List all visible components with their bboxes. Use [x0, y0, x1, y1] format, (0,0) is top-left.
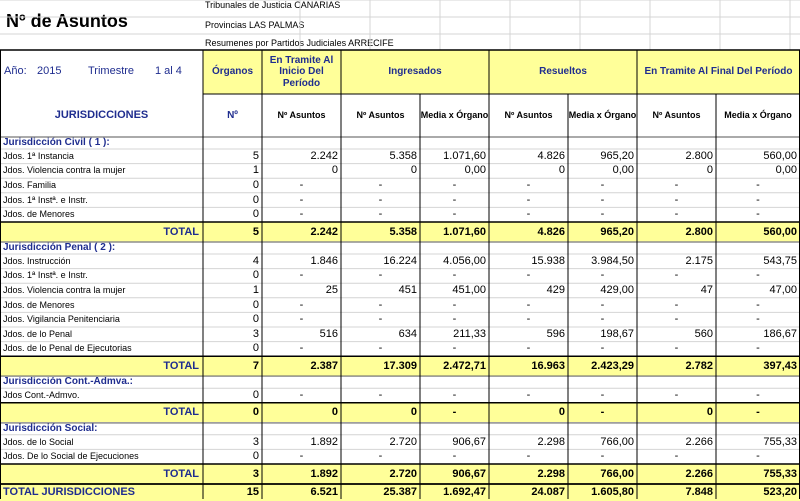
data-cell: 0 [252, 208, 259, 221]
page-title: Nº de Asuntos [6, 12, 128, 31]
data-cell: - [299, 208, 304, 221]
data-cell: - [526, 313, 531, 326]
data-cell: 543,75 [763, 254, 797, 267]
total-cell: 2.472,71 [443, 359, 486, 372]
data-cell: 16.224 [383, 254, 417, 267]
data-cell: - [600, 298, 605, 311]
total-cell: - [600, 406, 605, 419]
header-resueltos-media: Media x Órgano [568, 110, 637, 121]
data-cell: - [674, 178, 679, 191]
total-cell: 2.782 [685, 359, 713, 372]
total-cell: 7.848 [685, 486, 713, 498]
row-label: Jdos. Violencia contra la mujer [3, 165, 126, 176]
data-cell: - [526, 388, 531, 401]
data-cell: - [674, 298, 679, 311]
data-cell: - [756, 298, 760, 311]
data-cell: - [526, 298, 531, 311]
data-cell: - [674, 388, 679, 401]
grand-total-label: TOTAL JURISDICCIONES [3, 486, 136, 498]
data-cell: - [756, 388, 760, 401]
data-cell: 560 [694, 327, 713, 340]
data-cell: 634 [398, 327, 417, 340]
data-cell: 0,00 [612, 164, 634, 177]
data-cell: - [452, 193, 457, 206]
data-cell: 0 [331, 164, 338, 177]
data-cell: - [299, 450, 304, 463]
data-cell: 0 [252, 450, 259, 463]
header-resueltos-asuntos: Nº Asuntos [504, 110, 553, 121]
data-cell: 2.242 [310, 149, 338, 162]
data-cell: 2.298 [537, 435, 565, 448]
data-cell: - [452, 342, 457, 355]
total-label: TOTAL [163, 225, 199, 238]
data-cell: - [600, 342, 605, 355]
header-tramite-inicio-asuntos: Nº Asuntos [277, 110, 326, 121]
total-cell: 1.692,47 [443, 486, 486, 498]
section-heading: Jurisdicción Cont.-Admva.: [3, 376, 134, 388]
data-cell: - [600, 313, 605, 326]
row-label: Jdos. Familia [3, 179, 57, 190]
data-cell: 0 [252, 388, 259, 401]
data-cell: 1.071,60 [443, 149, 486, 162]
data-cell: 3 [252, 435, 259, 448]
header-tramite-inicio: En Tramite Al Inicio Del Período [262, 50, 341, 94]
data-cell: 965,20 [600, 149, 634, 162]
data-cell: 47,00 [769, 283, 797, 296]
data-cell: 906,67 [452, 435, 486, 448]
total-cell: 0 [331, 406, 338, 419]
total-cell: 2.720 [389, 467, 417, 480]
data-cell: - [674, 208, 679, 221]
data-cell: 1.846 [310, 254, 338, 267]
total-label: TOTAL [163, 359, 199, 372]
total-cell: 2.800 [685, 225, 713, 238]
row-label: Jdos. de lo Penal [3, 328, 73, 339]
quarter-value: 1 al 4 [155, 66, 182, 77]
data-cell: 451 [398, 283, 417, 296]
total-cell: 0 [252, 406, 259, 419]
data-cell: 0,00 [464, 164, 486, 177]
header-resueltos: Resueltos [489, 50, 637, 94]
data-cell: 429,00 [600, 283, 634, 296]
data-cell: - [452, 450, 457, 463]
header-tramite-final-asuntos: Nº Asuntos [652, 110, 701, 121]
data-cell: - [378, 388, 383, 401]
total-cell: 906,67 [452, 467, 486, 480]
data-cell: 4.826 [537, 149, 565, 162]
data-cell: 0 [252, 342, 259, 355]
provincia-text: Provincias LAS PALMAS [205, 21, 305, 30]
data-cell: - [299, 342, 304, 355]
total-cell: 1.892 [310, 467, 338, 480]
resumen-text: Resumenes por Partidos Judiciales ARRECIFE [205, 39, 394, 48]
total-cell: 24.087 [531, 486, 565, 498]
data-cell: - [378, 313, 383, 326]
data-cell: - [674, 269, 679, 282]
data-cell: - [452, 298, 457, 311]
data-cell: 186,67 [763, 327, 797, 340]
total-cell: 2.387 [310, 359, 338, 372]
row-label: Jdos. Violencia contra la mujer [3, 284, 126, 295]
data-cell: - [299, 178, 304, 191]
data-cell: 0 [252, 193, 259, 206]
total-cell: 4.826 [537, 225, 565, 238]
data-cell: 755,33 [763, 435, 797, 448]
total-cell: 6.521 [310, 486, 338, 498]
data-cell: - [526, 178, 531, 191]
row-label: Jdos. de Menores [3, 209, 75, 220]
row-label: Jdos. 1ª Instª. e Instr. [3, 194, 88, 205]
header-ingresados-media: Media x Órgano [420, 110, 489, 121]
data-cell: - [600, 208, 605, 221]
data-cell: 516 [319, 327, 338, 340]
data-cell: - [452, 313, 457, 326]
row-label: Jdos. de lo Social [3, 436, 74, 447]
row-label: Jdos. De lo Social de Ejecuciones [3, 451, 139, 462]
data-cell: - [600, 178, 605, 191]
total-cell: 17.309 [383, 359, 417, 372]
data-cell: 3.984,50 [591, 254, 634, 267]
data-cell: - [756, 313, 760, 326]
data-cell: - [600, 450, 605, 463]
total-cell: 25.387 [383, 486, 417, 498]
data-cell: - [378, 269, 383, 282]
data-cell: 5 [252, 149, 259, 162]
row-label: Jdos. 1ª Instª. e Instr. [3, 270, 88, 281]
total-cell: 2.242 [310, 225, 338, 238]
data-cell: - [674, 342, 679, 355]
section-heading: Jurisdicción Penal ( 2 ): [3, 242, 116, 253]
data-cell: 1 [252, 164, 259, 177]
total-cell: 16.963 [531, 359, 565, 372]
total-cell: 766,00 [600, 467, 634, 480]
data-cell: - [756, 193, 760, 206]
total-label: TOTAL [163, 467, 199, 480]
data-cell: - [756, 178, 760, 191]
total-cell: 560,00 [763, 225, 797, 238]
total-cell: - [756, 406, 760, 419]
data-cell: 0 [706, 164, 713, 177]
data-cell: - [378, 450, 383, 463]
data-cell: 25 [325, 283, 338, 296]
data-cell: 4 [252, 254, 259, 267]
data-cell: - [452, 208, 457, 221]
data-cell: 596 [546, 327, 565, 340]
data-cell: - [452, 178, 457, 191]
data-cell: - [299, 193, 304, 206]
data-cell: 0 [252, 269, 259, 282]
data-cell: 0 [252, 178, 259, 191]
data-cell: - [756, 342, 760, 355]
data-cell: 15.938 [531, 254, 565, 267]
row-label: Jdos. 1ª Instancia [3, 150, 74, 161]
data-cell: 198,67 [600, 327, 634, 340]
data-cell: - [526, 269, 531, 282]
data-cell: 0 [252, 313, 259, 326]
data-cell: - [452, 269, 457, 282]
data-cell: - [378, 178, 383, 191]
total-cell: 2.266 [685, 467, 713, 480]
quarter-label: Trimestre [88, 66, 135, 77]
total-cell: 1.605,80 [591, 486, 634, 498]
data-cell: - [756, 208, 760, 221]
data-cell: 0,00 [775, 164, 797, 177]
data-cell: - [600, 269, 605, 282]
header-ingresados-asuntos: Nº Asuntos [356, 110, 405, 121]
header-jurisdicciones: JURISDICCIONES [54, 109, 149, 121]
data-cell: 47 [700, 283, 713, 296]
row-label: Jdos. de Menores [3, 299, 75, 310]
data-cell: - [378, 208, 383, 221]
data-cell: - [600, 193, 605, 206]
row-label: Jdos. Instrucción [3, 255, 71, 266]
data-cell: 2.800 [685, 149, 713, 162]
data-cell: 3 [252, 327, 259, 340]
data-cell: 766,00 [600, 435, 634, 448]
total-cell: 523,20 [763, 486, 797, 498]
data-cell: 451,00 [452, 283, 486, 296]
total-label: TOTAL [163, 406, 199, 419]
section-heading: Jurisdicción Civil ( 1 ): [3, 137, 110, 148]
total-cell: 965,20 [600, 225, 634, 238]
total-cell: - [452, 406, 457, 419]
total-cell: 1.071,60 [443, 225, 486, 238]
total-cell: 2.423,29 [591, 359, 634, 372]
data-cell: - [299, 388, 304, 401]
data-cell: - [600, 388, 605, 401]
data-cell: 2.266 [685, 435, 713, 448]
total-cell: 0 [558, 406, 565, 419]
data-cell: 211,33 [453, 327, 486, 340]
data-cell: - [452, 388, 457, 401]
data-cell: 1 [252, 283, 259, 296]
data-cell: - [378, 298, 383, 311]
header-organos: Órganos [203, 50, 262, 94]
data-cell: - [674, 313, 679, 326]
data-cell: 4.056,00 [443, 254, 486, 267]
data-cell: - [526, 450, 531, 463]
data-cell: - [526, 193, 531, 206]
data-cell: 0 [252, 298, 259, 311]
data-cell: 0 [558, 164, 565, 177]
data-cell: - [378, 342, 383, 355]
data-cell: - [756, 450, 760, 463]
data-cell: - [378, 193, 383, 206]
total-cell: 5.358 [389, 225, 417, 238]
total-cell: 0 [410, 406, 417, 419]
total-cell: 3 [252, 467, 259, 480]
data-cell: 1.892 [310, 435, 338, 448]
total-cell: 5 [252, 225, 259, 238]
total-cell: 15 [246, 486, 259, 498]
data-cell: - [674, 193, 679, 206]
total-cell: 2.298 [537, 467, 565, 480]
header-tramite-final: En Tramite Al Final Del Período [637, 50, 800, 94]
year-label: Año: [4, 66, 27, 77]
data-cell: 2.175 [685, 254, 713, 267]
row-label: Jdos Cont.-Admvo. [3, 389, 80, 400]
data-cell: 0 [410, 164, 417, 177]
data-cell: - [299, 313, 304, 326]
data-cell: - [526, 342, 531, 355]
total-cell: 7 [252, 359, 259, 372]
section-heading: Jurisdicción Social: [3, 422, 98, 434]
header-ingresados: Ingresados [341, 50, 489, 94]
year-value: 2015 [37, 66, 62, 77]
row-label: Jdos. Vigilancia Penitenciaria [3, 314, 120, 325]
header-n: Nº [227, 109, 238, 121]
data-cell: - [299, 269, 304, 282]
header-tramite-final-media: Media x Órgano [724, 110, 792, 121]
total-cell: 755,33 [763, 467, 797, 480]
data-cell: - [526, 208, 531, 221]
data-cell: - [756, 269, 760, 282]
tribunal-text: Tribunales de Justicia CANARIAS [205, 1, 341, 10]
row-label: Jdos. de lo Penal de Ejecutorias [3, 343, 132, 354]
data-cell: - [674, 450, 679, 463]
data-cell: 429 [546, 283, 565, 296]
data-cell: 560,00 [763, 149, 797, 162]
data-cell: 2.720 [389, 435, 417, 448]
total-cell: 0 [706, 406, 713, 419]
data-cell: - [299, 298, 304, 311]
total-cell: 397,43 [763, 359, 797, 372]
data-cell: 5.358 [389, 149, 417, 162]
